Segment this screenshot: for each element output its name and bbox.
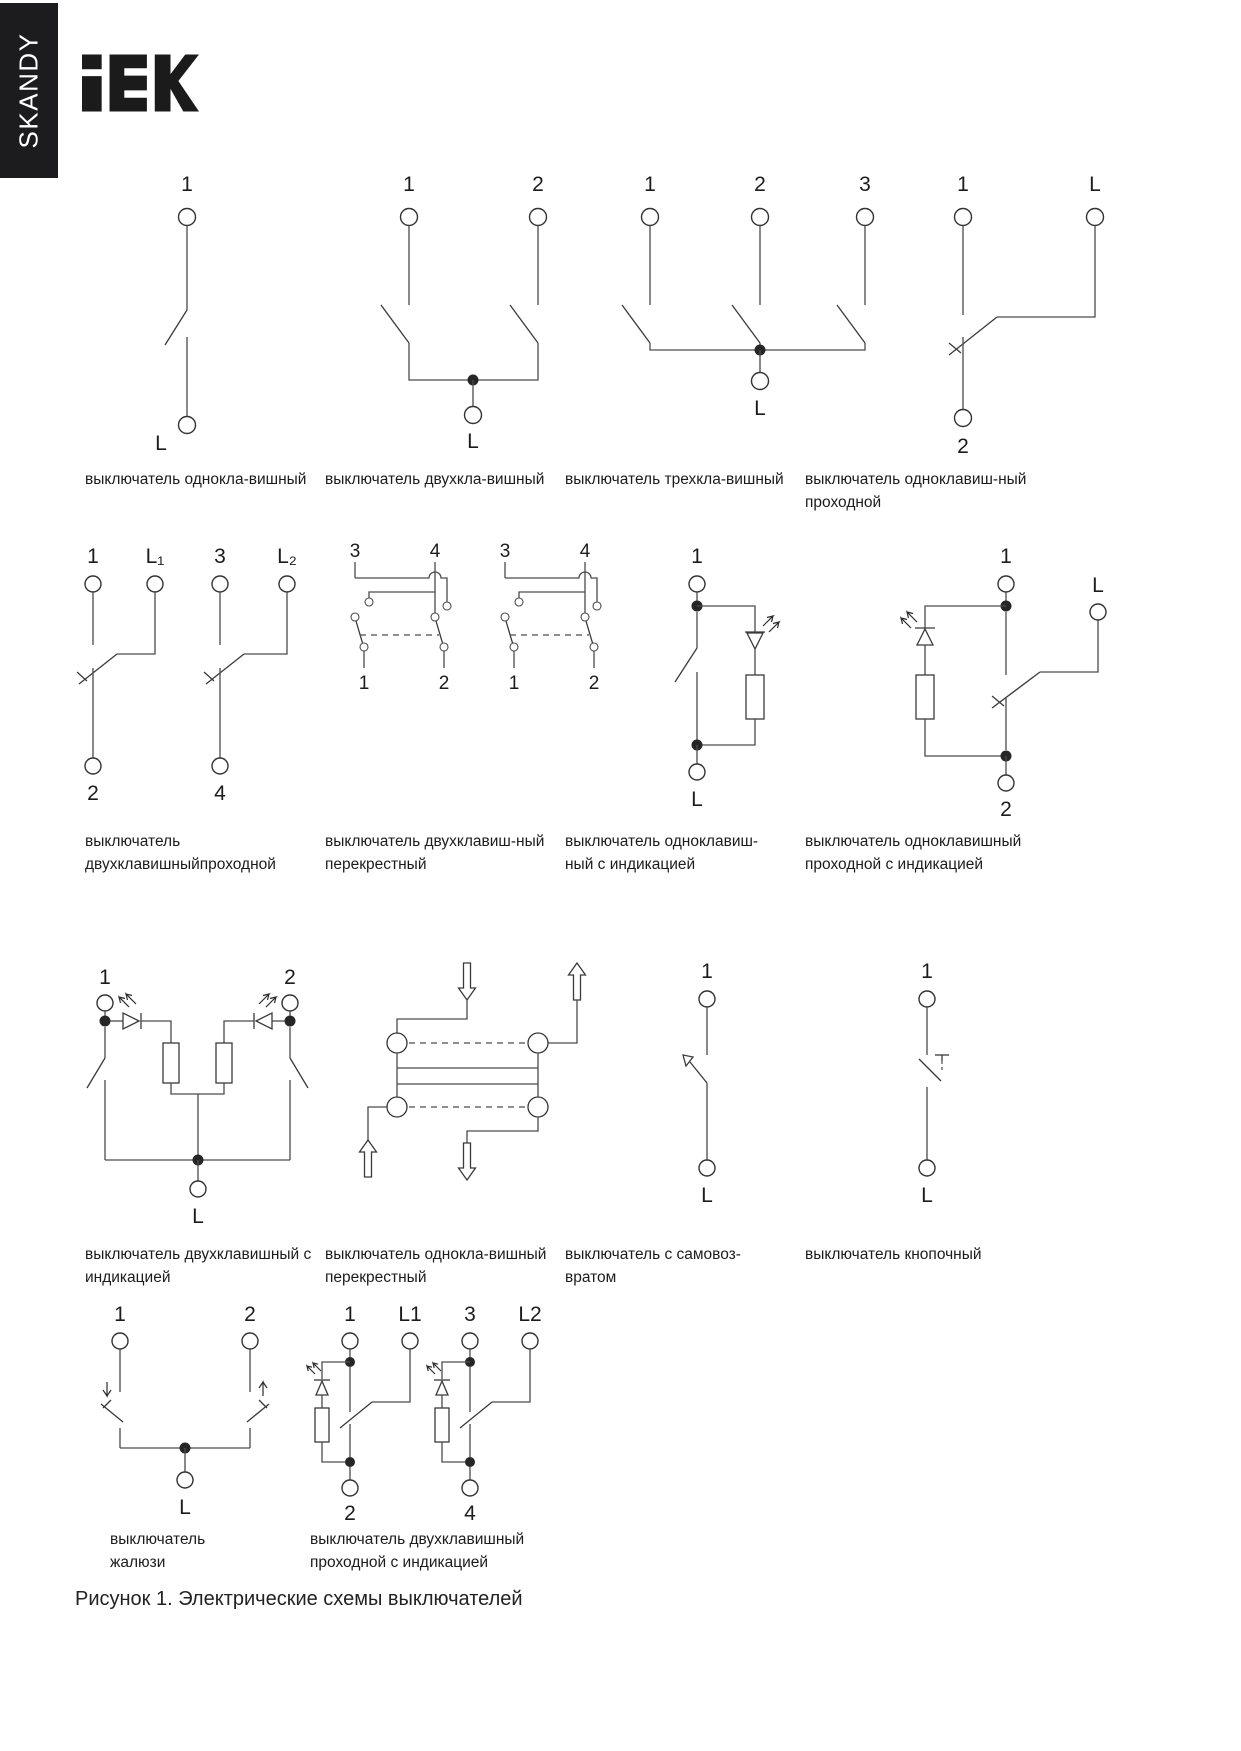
resistor-icon xyxy=(216,1043,232,1083)
terminal-label: L xyxy=(754,397,766,420)
led-icon xyxy=(110,994,141,1029)
terminal xyxy=(147,576,163,592)
terminal-label: 4 xyxy=(464,1502,476,1525)
diagram-one-gang-indicator-switch xyxy=(615,540,785,835)
led-icon xyxy=(307,1363,330,1395)
caption-one-gang: выключатель однокла-вишный xyxy=(85,471,307,488)
terminal-label: 1 xyxy=(921,960,933,983)
contact xyxy=(351,613,359,621)
diagram-two-gang-intermediate-switch xyxy=(335,540,620,735)
terminal-label: 2 xyxy=(244,1303,256,1326)
terminal-label: 3 xyxy=(464,1303,476,1326)
terminal-label: 1 xyxy=(344,1303,356,1326)
brand-banner xyxy=(0,3,58,178)
terminal xyxy=(998,775,1014,791)
resistor-icon xyxy=(916,675,934,719)
caption-self-return: выключатель с самовоз- вратом xyxy=(565,1246,741,1287)
terminal-label: L xyxy=(192,1205,204,1228)
switch-blade xyxy=(340,1402,372,1428)
contact xyxy=(360,643,368,651)
light-arrow xyxy=(433,1363,441,1371)
diagram-one-gang-intermediate-switch xyxy=(340,955,600,1250)
terminal-label: L₁ xyxy=(145,545,165,568)
terminal-label: 3 xyxy=(214,545,226,568)
terminal xyxy=(522,1333,538,1349)
iek-logo xyxy=(82,54,200,117)
diagram-one-gang-two-way-switch xyxy=(945,165,1125,470)
diagram-two-gang-indicator-switch xyxy=(75,955,315,1260)
terminal xyxy=(752,209,769,226)
terminal-label: 1 xyxy=(403,173,415,196)
terminal xyxy=(97,995,113,1011)
terminal-label: 2 xyxy=(438,673,450,694)
caption-one-gang-two-way: выключатель одноклавиш-ный проходной xyxy=(805,471,1027,512)
terminal xyxy=(85,758,101,774)
terminal-label: 1 xyxy=(701,960,713,983)
led-icon xyxy=(745,616,779,649)
led-icon xyxy=(901,612,935,645)
terminal xyxy=(955,410,972,427)
terminal xyxy=(177,1472,193,1488)
terminal xyxy=(462,1333,478,1349)
caption-two-gang: выключатель двухкла-вишный xyxy=(325,471,545,488)
terminal xyxy=(998,576,1014,592)
switch-blade xyxy=(919,1059,941,1081)
arrow-up-icon xyxy=(360,1140,377,1177)
caption-one-gang-indicator: выключатель одноклавиш- ный с индикацией xyxy=(565,833,759,874)
terminal-label: 2 xyxy=(1000,798,1012,821)
terminal-label: 1 xyxy=(644,173,656,196)
terminal xyxy=(699,1160,715,1176)
contact xyxy=(440,643,448,651)
terminal xyxy=(462,1480,478,1496)
terminal xyxy=(242,1333,258,1349)
terminal xyxy=(112,1333,128,1349)
terminal xyxy=(212,758,228,774)
terminal xyxy=(955,209,972,226)
terminal-label: L xyxy=(701,1184,713,1207)
contact-roller xyxy=(387,1097,407,1117)
terminal-label: L xyxy=(179,1496,191,1519)
terminal-label: 1 xyxy=(181,173,193,196)
terminal xyxy=(179,417,196,434)
resistor-icon xyxy=(746,675,764,719)
diagram-two-gang-switch xyxy=(375,165,565,470)
terminal-label: 1 xyxy=(358,673,370,694)
caption-one-gang-intermediate: выключатель однокла-вишный перекрестный xyxy=(325,1246,547,1287)
caption-push-button: выключатель кнопочный xyxy=(805,1246,982,1263)
switch-blade xyxy=(290,1058,308,1088)
junction-dot xyxy=(465,1457,475,1467)
contact xyxy=(501,613,509,621)
terminal-label: L xyxy=(1089,173,1101,196)
terminal-label: 1 xyxy=(99,966,111,989)
terminal xyxy=(212,576,228,592)
terminal-label: 2 xyxy=(588,673,600,694)
switch-blade xyxy=(510,305,538,343)
switch-blade xyxy=(101,1404,123,1422)
terminal-label: 2 xyxy=(344,1502,356,1525)
contact xyxy=(431,613,439,621)
contact-roller xyxy=(387,1033,407,1053)
indicator-branch xyxy=(697,606,779,745)
diagram-self-return-switch xyxy=(645,955,775,1260)
switch-blade xyxy=(165,310,187,345)
diagram-three-gang-switch xyxy=(620,165,900,470)
contact xyxy=(581,613,589,621)
figure-caption: Рисунок 1. Электрические схемы выключателей xyxy=(75,1588,523,1610)
caption-two-way-indicator: выключатель одноклавишный проходной с индикацией xyxy=(805,833,1022,874)
blade-tick xyxy=(204,672,214,681)
terminal-label: L xyxy=(921,1184,933,1207)
terminal-label: 1 xyxy=(691,545,703,568)
contact xyxy=(443,602,451,610)
terminal xyxy=(279,576,295,592)
terminal xyxy=(689,764,705,780)
light-arrow xyxy=(259,994,269,1004)
caption-three-gang: выключатель трехкла-вишный xyxy=(565,471,784,488)
diagram-two-way-indicator-switch xyxy=(880,540,1120,835)
terminal-label: 4 xyxy=(214,782,226,805)
terminal xyxy=(642,209,659,226)
terminal xyxy=(919,1160,935,1176)
momentary-up-icon xyxy=(259,1382,267,1408)
terminal xyxy=(699,991,715,1007)
switch-blade xyxy=(381,305,409,343)
switch-blade xyxy=(356,621,363,643)
contact-roller xyxy=(528,1033,548,1053)
terminal xyxy=(752,373,769,390)
contact xyxy=(515,598,523,606)
push-actuator-icon xyxy=(935,1055,949,1071)
terminal-label: L xyxy=(1092,574,1104,597)
switch-blade xyxy=(837,305,865,343)
light-arrow xyxy=(763,616,773,626)
terminal-label: 2 xyxy=(532,173,544,196)
switch-blade xyxy=(586,621,593,643)
terminal-label: L xyxy=(691,788,703,811)
diagram-one-gang-switch xyxy=(110,165,270,470)
light-arrow xyxy=(769,622,779,632)
terminal xyxy=(465,407,482,424)
indicator-branch xyxy=(901,606,1006,756)
terminal-label: L xyxy=(467,430,479,453)
terminal-label: 4 xyxy=(579,541,591,562)
junction-dot xyxy=(345,1457,355,1467)
terminal-label: L2 xyxy=(518,1303,542,1326)
resistor-icon xyxy=(163,1043,179,1083)
terminal xyxy=(1090,604,1106,620)
arrow-up-icon xyxy=(569,963,586,1000)
terminal-label: 2 xyxy=(754,173,766,196)
terminal-label: 1 xyxy=(1000,545,1012,568)
blade-tick xyxy=(949,343,961,353)
switch-blade xyxy=(436,621,443,643)
caption-two-gang-two-way: выключатель двухклавишныйпроходной xyxy=(85,833,276,874)
blade-tick xyxy=(77,672,87,681)
light-arrow xyxy=(907,612,917,622)
caption-two-gang-two-way-indicator: выключатель двухклавишный проходной с индикацией xyxy=(310,1531,525,1572)
terminal xyxy=(85,576,101,592)
terminal xyxy=(857,209,874,226)
terminal xyxy=(179,209,196,226)
junction-dot xyxy=(100,1016,111,1027)
switch-blade xyxy=(675,648,697,682)
terminal xyxy=(689,576,705,592)
caption-two-gang-indicator: выключатель двухклавишный с индикацией xyxy=(85,1246,312,1287)
resistor-icon xyxy=(315,1408,329,1442)
terminal-label: L₂ xyxy=(277,545,297,568)
terminal-label: 2 xyxy=(87,782,99,805)
terminal-label: 3 xyxy=(499,541,511,562)
light-arrow xyxy=(901,618,911,628)
switch-blade xyxy=(732,305,760,343)
arrow-down-icon xyxy=(459,1143,476,1180)
diagram-push-button-switch xyxy=(865,955,995,1260)
terminal-label: 3 xyxy=(349,541,361,562)
terminal-label: 1 xyxy=(114,1303,126,1326)
switch-blade xyxy=(87,1058,105,1088)
contact xyxy=(590,643,598,651)
contact xyxy=(510,643,518,651)
terminal-label: 4 xyxy=(429,541,441,562)
terminal xyxy=(342,1480,358,1496)
caption-two-gang-intermediate: выключатель двухклавиш-ный перекрестный xyxy=(325,833,545,874)
contact xyxy=(593,602,601,610)
terminal xyxy=(401,209,418,226)
contact xyxy=(365,598,373,606)
terminal xyxy=(530,209,547,226)
terminal-label: 1 xyxy=(508,673,520,694)
led-icon xyxy=(254,994,285,1029)
switch-blade xyxy=(247,1404,269,1422)
junction-dot xyxy=(285,1016,296,1027)
terminal xyxy=(1087,209,1104,226)
light-arrow xyxy=(126,994,136,1004)
terminal-label: 1 xyxy=(87,545,99,568)
terminal xyxy=(342,1333,358,1349)
switch-blade xyxy=(460,1402,492,1428)
switch-blade xyxy=(506,621,513,643)
terminal-label: 2 xyxy=(284,966,296,989)
terminal-label: 2 xyxy=(957,435,969,458)
led-icon xyxy=(427,1363,450,1395)
contact-roller xyxy=(528,1097,548,1117)
terminal-label: L1 xyxy=(398,1303,422,1326)
terminal xyxy=(282,995,298,1011)
momentary-down-icon xyxy=(103,1382,111,1408)
terminal-label: 1 xyxy=(957,173,969,196)
arrow-down-icon xyxy=(459,963,476,1000)
terminal xyxy=(919,991,935,1007)
terminal xyxy=(190,1181,206,1197)
diagram-two-gang-two-way-indicator-switch xyxy=(305,1300,575,1535)
switch-blade xyxy=(622,305,650,343)
switch-blade xyxy=(690,1062,707,1083)
terminal-label: 3 xyxy=(859,173,871,196)
light-arrow xyxy=(313,1363,321,1371)
diagram-blinds-switch xyxy=(95,1300,285,1535)
brand-vertical-label: SKANDY xyxy=(13,32,44,149)
diagram-two-gang-two-way-switch xyxy=(75,540,315,825)
caption-blinds: выключатель жалюзи xyxy=(110,1531,206,1572)
iek-logo-glyphs xyxy=(82,54,199,111)
terminal xyxy=(402,1333,418,1349)
terminal-label: L xyxy=(155,432,167,455)
resistor-icon xyxy=(435,1408,449,1442)
